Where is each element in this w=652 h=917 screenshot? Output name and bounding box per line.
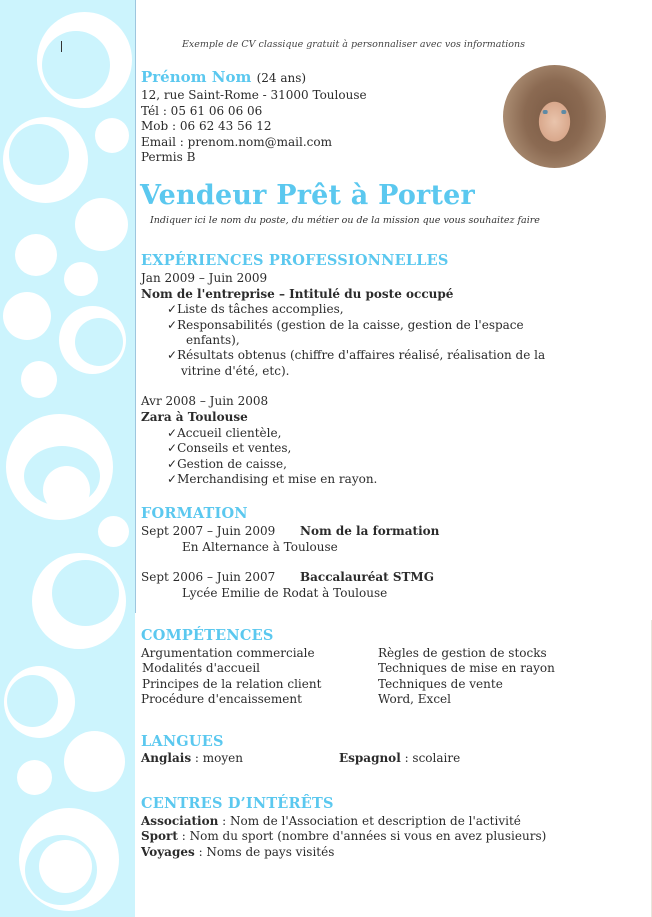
experience-bullet: ✓ Responsabilités (gestion de la caisse, gestion de l'espace — [167, 318, 524, 332]
section-heading-experience: EXPÉRIENCES PROFESSIONNELLES — [141, 252, 449, 269]
address: 12, rue Saint-Rome - 31000 Toulouse — [141, 88, 367, 102]
interest-text: : Nom du sport (nombre d'années si vous en avez plusieurs) — [177, 829, 547, 843]
section-heading-competences: COMPÉTENCES — [141, 627, 274, 644]
bubble-decoration — [15, 234, 57, 276]
job-title: Vendeur Prêt à Porter — [140, 180, 475, 211]
experience-bullet: ✓ Merchandising et mise en rayon. — [167, 472, 377, 486]
formation-title: Baccalauréat STMG — [300, 570, 434, 584]
name-text: Prénom Nom — [141, 68, 252, 86]
formation-title: Nom de la formation — [300, 524, 440, 538]
profile-photo — [503, 65, 606, 168]
formation-dates: Sept 2006 – Juin 2007 — [141, 570, 276, 584]
formation-dates: Sept 2007 – Juin 2009 — [141, 524, 276, 538]
language-level: : moyen — [191, 751, 243, 765]
experience-title: Nom de l'entreprise – Intitulé du poste occupé — [141, 287, 454, 301]
interest-label: Association — [141, 814, 219, 828]
bubble-decoration — [17, 760, 52, 795]
bubble-decoration — [98, 516, 129, 547]
interest-item — [141, 814, 521, 828]
skill-item: Word, Excel — [378, 692, 451, 706]
language-name: Espagnol — [339, 751, 401, 765]
sidebar-border — [135, 0, 136, 613]
bubble-decoration — [75, 198, 128, 251]
interest-label: Sport — [141, 829, 178, 843]
job-subtitle: Indiquer ici le nom du poste, du métier ou de la mission que vous souhaitez faire — [150, 215, 540, 226]
interest-text: : Nom de l'Association et description de l'activité — [218, 814, 521, 828]
bubble-decoration — [64, 731, 125, 792]
interest-item — [141, 829, 546, 843]
experience-bullet: ✓ Résultats obtenus (chiffre d'affaires réalisé, réalisation de la — [167, 348, 545, 362]
formation-place: En Alternance à Toulouse — [182, 540, 338, 554]
age-text: (24 ans) — [256, 71, 307, 85]
experience-bullet: ✓ Conseils et ventes, — [167, 441, 291, 455]
experience-bullet: ✓ Accueil clientèle, — [167, 426, 281, 440]
mobile: Mob : 06 62 43 56 12 — [141, 119, 272, 133]
bubble-decoration — [39, 840, 92, 893]
bubble-decoration — [43, 466, 90, 514]
section-heading-interets: CENTRES D’INTÉRÊTS — [141, 795, 334, 812]
bubble-decoration — [21, 361, 57, 398]
skill-item: Principes de la relation client — [142, 677, 322, 691]
bubble-decoration — [64, 262, 98, 296]
bubble-decoration — [95, 118, 129, 153]
experience-bullet: ✓ Gestion de caisse, — [167, 457, 287, 471]
skill-item: Modalités d'accueil — [142, 661, 261, 675]
section-heading-langues: LANGUES — [141, 733, 224, 750]
experience-title: Zara à Toulouse — [141, 410, 248, 424]
interest-label: Voyages — [141, 845, 195, 859]
experience-bullet-cont: vitrine d'été, etc). — [181, 364, 290, 378]
language-item — [141, 751, 243, 765]
document-subtitle: Exemple de CV classique gratuit à personnaliser avec vos informations — [182, 39, 526, 50]
experience-dates: Jan 2009 – Juin 2009 — [141, 271, 268, 285]
language-level: : scolaire — [400, 751, 461, 765]
section-heading-formation: FORMATION — [141, 505, 248, 522]
experience-bullet: ✓ Liste ds tâches accomplies, — [167, 302, 344, 316]
skill-item: Techniques de mise en rayon — [378, 661, 555, 675]
interest-item — [141, 845, 334, 859]
candidate-name — [141, 68, 306, 86]
email: Email : prenom.nom@mail.com — [141, 135, 332, 149]
experience-dates: Avr 2008 – Juin 2008 — [141, 394, 269, 408]
text-cursor — [61, 41, 62, 52]
language-item — [339, 751, 460, 765]
skill-item: Argumentation commerciale — [141, 646, 315, 660]
experience-bullet-cont: enfants), — [186, 333, 240, 347]
skill-item: Règles de gestion de stocks — [378, 646, 547, 660]
driving-license: Permis B — [141, 150, 196, 164]
decorative-sidebar — [0, 0, 135, 917]
phone: Tél : 05 61 06 06 06 — [141, 104, 263, 118]
language-name: Anglais — [141, 751, 192, 765]
skill-item: Techniques de vente — [378, 677, 503, 691]
interest-text: : Noms de pays visités — [194, 845, 335, 859]
bubble-decoration — [3, 292, 51, 340]
skill-item: Procédure d'encaissement — [141, 692, 302, 706]
formation-place: Lycée Emilie de Rodat à Toulouse — [182, 586, 388, 600]
